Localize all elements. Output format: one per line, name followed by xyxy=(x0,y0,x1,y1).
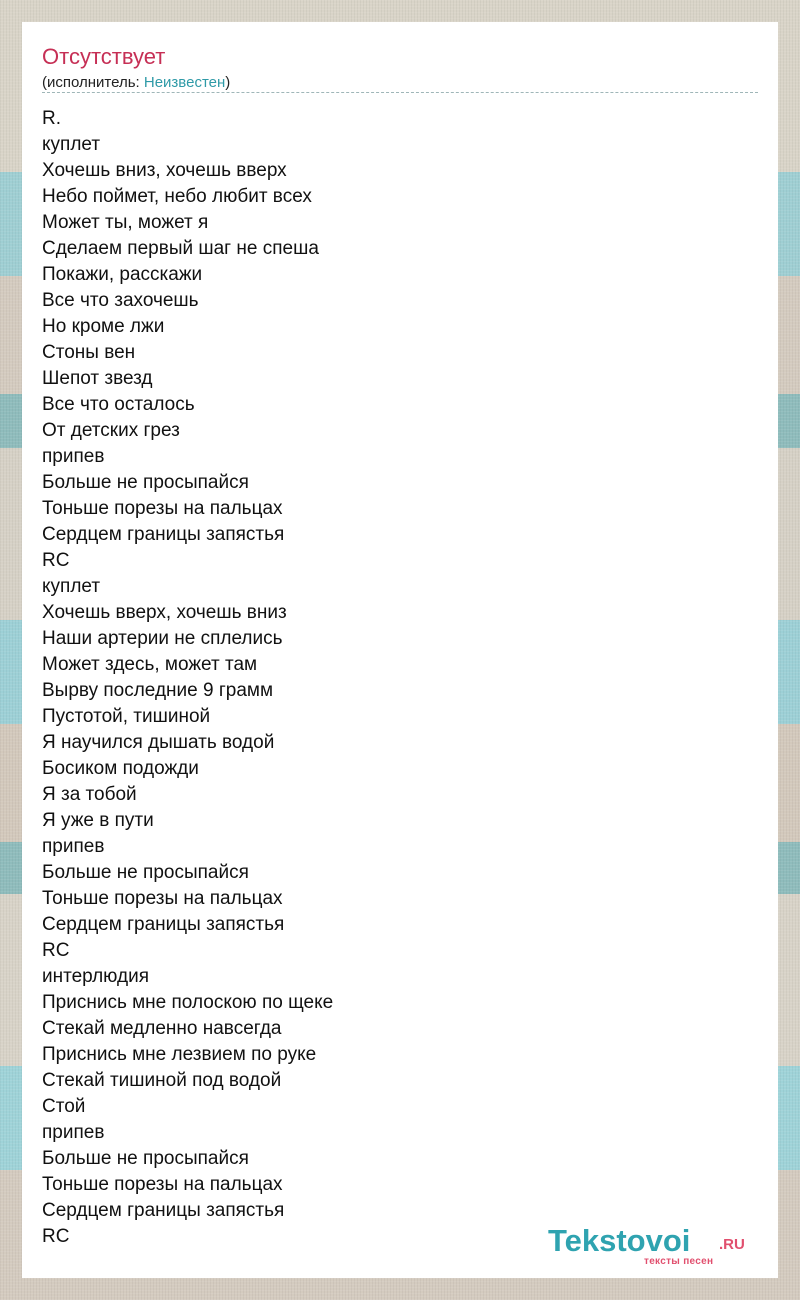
artist-link[interactable]: Неизвестен xyxy=(143,74,226,91)
logo-tagline: тексты песен xyxy=(644,1256,714,1267)
lyric-line: Но кроме лжи xyxy=(42,316,165,337)
lyric-line: Может здесь, может там xyxy=(42,654,258,675)
lyric-line: куплет xyxy=(42,576,101,597)
lyric-line: Хочешь вверх, хочешь вниз xyxy=(42,602,287,623)
lyric-line: Стоны вен xyxy=(42,342,136,363)
lyrics-card xyxy=(22,22,778,1278)
lyric-line: припев xyxy=(42,1122,105,1143)
lyric-line: Все что захочешь xyxy=(42,290,199,311)
lyric-line: припев xyxy=(42,446,105,467)
lyric-line: Я научился дышать водой xyxy=(42,732,275,753)
lyric-line: Больше не просыпайся xyxy=(42,862,249,883)
lyrics-body xyxy=(42,106,742,1250)
lyric-line: Вырву последние 9 грамм xyxy=(42,680,274,701)
lyric-line: Может ты, может я xyxy=(42,212,209,233)
lyric-line: Тоньше порезы на пальцах xyxy=(42,888,283,909)
artist-prefix: (исполнитель: xyxy=(42,74,144,91)
lyric-line: Сердцем границы запястья xyxy=(42,1200,285,1221)
lyric-line: Приснись мне лезвием по руке xyxy=(42,1044,317,1065)
artist-suffix: ) xyxy=(225,74,231,91)
lyric-line: R. xyxy=(42,108,61,129)
lyric-line: Покажи, расскажи xyxy=(42,264,203,285)
lyric-line: Сердцем границы запястья xyxy=(42,914,285,935)
lyric-line: Пустотой, тишиной xyxy=(42,706,211,727)
lyric-line: куплет xyxy=(42,134,101,155)
lyric-line: Стекай тишиной под водой xyxy=(42,1070,282,1091)
lyric-line: интерлюдия xyxy=(42,966,149,987)
lyric-line: Я за тобой xyxy=(42,784,137,805)
artist-line xyxy=(42,74,230,92)
lyric-line: RC xyxy=(42,550,70,571)
lyric-line: припев xyxy=(42,836,105,857)
lyric-line: Сердцем границы запястья xyxy=(42,524,285,545)
logo-text: Tekstovoi xyxy=(548,1223,691,1258)
lyric-line: Стой xyxy=(42,1096,86,1117)
lyric-line: Тоньше порезы на пальцах xyxy=(42,1174,283,1195)
lyric-line: Небо поймет, небо любит всех xyxy=(42,186,312,207)
lyric-line: От детских грез xyxy=(42,420,180,441)
lyric-line: Сделаем первый шаг не спеша xyxy=(42,238,319,259)
lyric-line: Хочешь вниз, хочешь вверх xyxy=(42,160,287,181)
lyric-line: Приснись мне полоскою по щеке xyxy=(42,992,334,1013)
lyric-line: Стекай медленно навсегда xyxy=(42,1018,282,1039)
lyric-line: Тоньше порезы на пальцах xyxy=(42,498,283,519)
header-divider xyxy=(42,92,758,93)
lyric-line: Я уже в пути xyxy=(42,810,154,831)
lyric-line: RC xyxy=(42,940,70,961)
lyric-line: Шепот звезд xyxy=(42,368,153,389)
lyric-line: Наши артерии не сплелись xyxy=(42,628,283,649)
logo-domain: .RU xyxy=(719,1236,745,1253)
lyric-line: Больше не просыпайся xyxy=(42,472,249,493)
lyric-line: RC xyxy=(42,1226,70,1247)
site-logo[interactable] xyxy=(548,1224,768,1270)
lyric-line: Босиком подожди xyxy=(42,758,199,779)
lyric-line: Все что осталось xyxy=(42,394,195,415)
lyric-line: Больше не просыпайся xyxy=(42,1148,249,1169)
song-title: Отсутствует xyxy=(42,44,166,69)
